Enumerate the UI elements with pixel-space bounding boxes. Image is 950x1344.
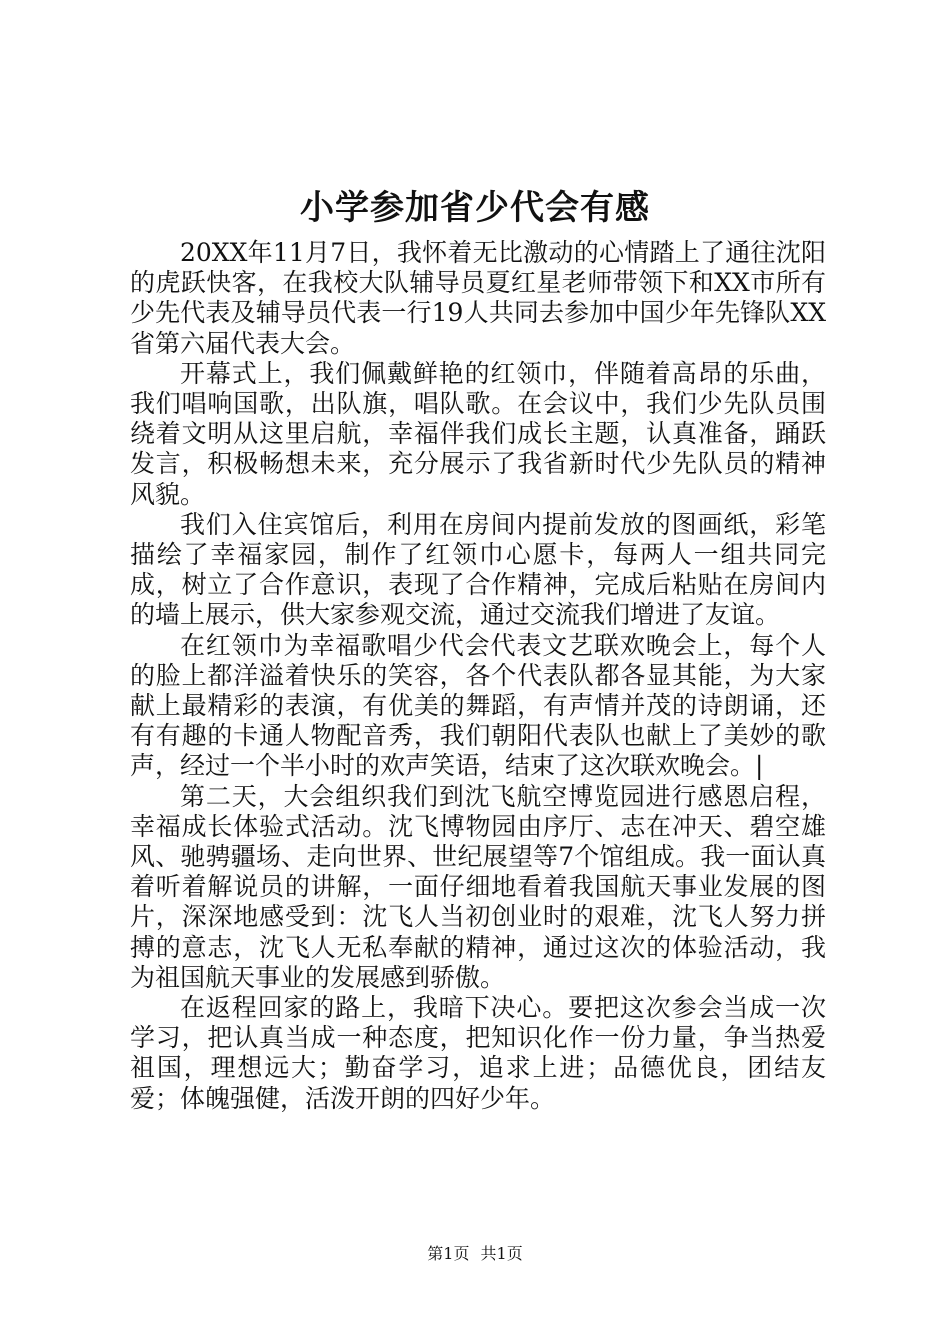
page-footer (0, 1243, 950, 1265)
paragraph-2: 开幕式上，我们佩戴鲜艳的红领巾，伴随着高昂的乐曲，我们唱响国歌，出队旗，唱队歌。在会议中，我们少先队员围绕着文明从这里启航，幸福伴我们成长主题，认真准备，踊跃发言，积极畅想未来，充分展示了我省新时代少先队员的精神风貌。 (130, 358, 826, 509)
paragraph-6: 在返程回家的路上，我暗下决心。要把这次参会当成一次学习，把认真当成一种态度，把知识化作一份力量，争当热爱祖国，理想远大；勤奋学习，追求上进；品德优良，团结友爱；体魄强健，活泼开朗的四好少年。 (130, 993, 826, 1113)
paragraph-1: 20XX年11月7日，我怀着无比激动的心情踏上了通往沈阳的虎跃快客，在我校大队辅导员夏红星老师带领下和XX市所有少先代表及辅导员代表一行19人共同去参加中国少年先锋队XX省第六届代表大会。 (130, 238, 826, 358)
document-title: 小学参加省少代会有感 (300, 188, 650, 228)
document-body (130, 238, 826, 1114)
paragraph-5: 第二天，大会组织我们到沈飞航空博览园进行感恩启程，幸福成长体验式活动。沈飞博物园由序厅、志在冲天、碧空雄风、驰骋疆场、走向世界、世纪展望等7个馆组成。我一面认真着听着解说员的讲解，一面仔细地看着我国航天事业发展的图片，深深地感受到：沈飞人当初创业时的艰难，沈飞人努力拼搏的意志，沈飞人无私奉献的精神，通过这次的体验活动，我为祖国航天事业的发展感到骄傲。 (130, 781, 826, 992)
paragraph-3: 我们入住宾馆后，利用在房间内提前发放的图画纸，彩笔描绘了幸福家园，制作了红领巾心愿卡，每两人一组共同完成，树立了合作意识，表现了合作精神，完成后粘贴在房间内的墙上展示，供大家参观交流，通过交流我们增进了友谊。 (130, 509, 826, 630)
page-number: 第1页 (427, 1244, 470, 1263)
page-total: 共1页 (480, 1244, 523, 1263)
paragraph-4: 在红领巾为幸福歌唱少代会代表文艺联欢晚会上，每个人的脸上都洋溢着快乐的笑容，各个代表队都各显其能，为大家献上最精彩的表演，有优美的舞蹈，有声情并茂的诗朗诵，还有有趣的卡通人物配音秀，我们朝阳代表队也献上了美妙的歌声，经过一个半小时的欢声笑语，结束了这次联欢晚会。| (130, 630, 826, 781)
